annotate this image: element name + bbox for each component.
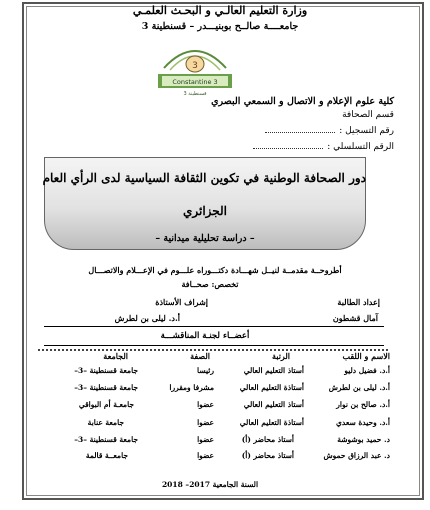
committee-title: أعضــاء لجنـة المناقشـــة [160,331,250,341]
member-name: أ.د. صالح بن نوار [336,400,390,409]
member-rank: أستاذة التعليم العالي [239,383,304,392]
member-name: د. عبد الرزاق حموش [323,451,390,460]
serial-dots [253,148,323,149]
member-role: عضوا [197,435,214,444]
registration-number [265,126,394,136]
col-header-rank: الرتبة [271,351,290,361]
logo-text-arabic: قسنطينة 3 [183,91,207,97]
thesis-title-line1: دور الصحافة الوطنية في تكوين الثقافة السياسية لدى الرأي العام [42,171,366,185]
university-logo [150,38,240,98]
member-university: جامعة قسنطينة –3– [74,435,138,444]
member-role: رئيسا [197,366,214,375]
rule-bottom [44,345,384,346]
member-university: جامعة قسنطينة –3– [74,366,138,375]
rule-top [44,326,384,327]
department-name: قسم الصحافة [342,110,394,120]
member-university: جامعة عنابة [87,418,124,427]
member-university: جامعة قسنطينة –3– [74,383,138,392]
member-rank: أستاذ التعليم العالي [243,400,304,409]
col-header-role: الصفة [190,351,210,361]
supervisor-label: إشراف الأستاذة [155,297,208,307]
specialty-line: تخصص: صحــافة [181,279,239,289]
thesis-title-line2: الجزائري [182,204,228,218]
committee-dotted-rule [38,349,388,355]
university-heading: جامعــــة صالــح بوبنيـــدر – قسنطينة 3 [141,21,299,32]
serial-label: الرقم التسلسلي : [327,142,394,152]
member-name: أ.د. وحيدة سعدي [336,418,390,427]
member-university: جامعـة أم البواقي [78,400,134,409]
registration-dots [265,132,335,133]
academic-year: السنة الجامعية 2017– 2018 [161,480,259,489]
col-header-university: الجامعة [103,351,128,361]
member-name: د. حميد بوشوشة [337,435,390,444]
svg-text:3: 3 [192,61,198,71]
member-name: أ.د. فضيل دليو [344,366,390,375]
member-rank: أستاذ محاضر (أ) [241,435,294,444]
member-role: مشرفا ومقررا [169,383,214,392]
supervisor-name: أ.د. ليلى بن لطرش [114,313,180,323]
member-rank: أستاذ التعليم العالي [243,366,304,375]
thesis-subtitle: – دراسة تحليلية ميدانية – [155,233,255,244]
member-name: أ.د. ليلى بن لطرش [328,383,390,392]
col-header-name: الاسم و اللقب [342,351,390,361]
serial-number [253,142,394,152]
prepared-by-label: إعداد الطالبة [337,297,380,307]
member-role: عضوا [197,418,214,427]
member-university: جامعــة قالمة [85,451,128,460]
member-role: عضوا [197,400,214,409]
student-name: آمال قشطون [332,313,378,323]
member-role: عضوا [197,451,214,460]
member-rank: أستاذ محاضر (أ) [241,451,294,460]
logo-text: Constantine 3 [172,78,218,86]
member-rank: أستاذة التعليم العالي [239,418,304,427]
faculty-name: كلية علوم الإعلام و الاتصال و السمعي البصري [211,96,394,107]
registration-label: رقم التسجيل : [339,126,394,136]
thesis-degree-line: أطروحــة مقدمــة لنيــل شهـــادة دكتـــوراه علـــوم في الإعـــلام والاتصـــال [88,265,342,275]
ministry-heading: وزارة التعليم العالـي و البحـث العلمـي [132,4,308,17]
